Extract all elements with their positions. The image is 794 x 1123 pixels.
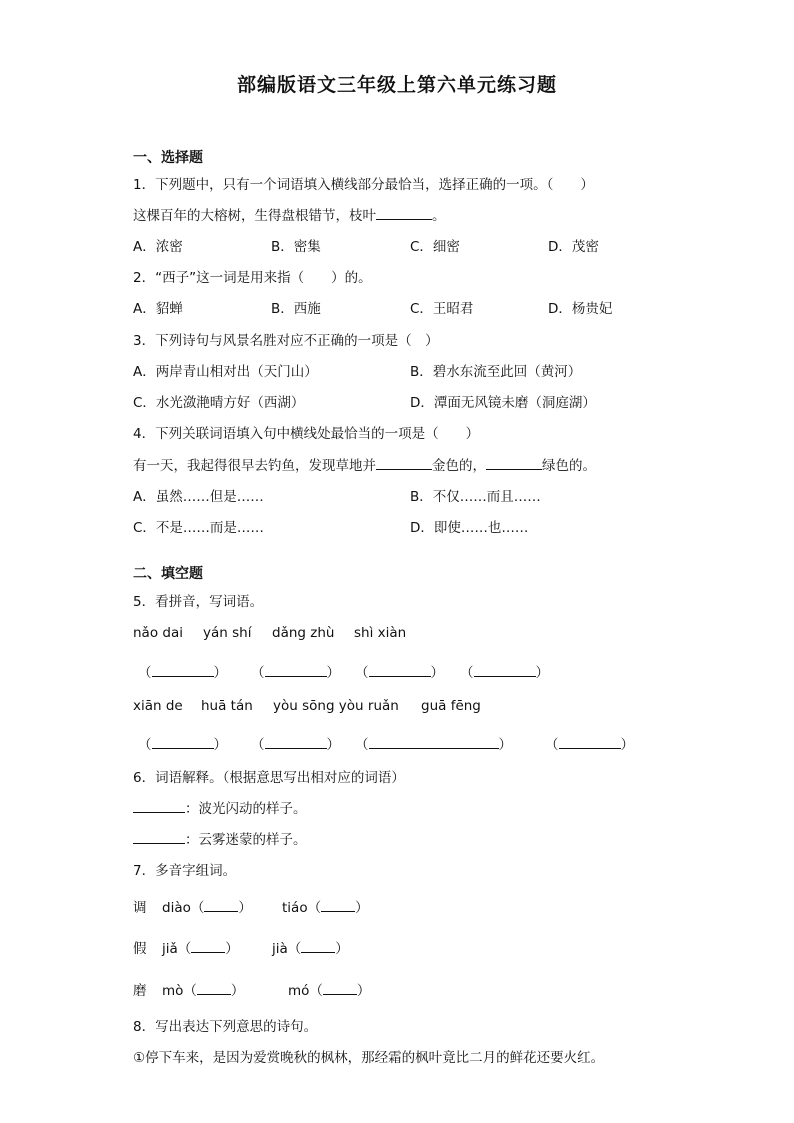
question-4-stem: 4．下列关联词语填入句中横线处最恰当的一项是（ ） <box>133 426 480 442</box>
answer-bracket[interactable] <box>251 733 340 753</box>
answer-bracket[interactable] <box>460 661 549 681</box>
answer-blank[interactable] <box>133 798 185 813</box>
pinyin-label: yán shí <box>203 625 252 641</box>
question-6-item-2-text: ：云雾迷蒙的样子。 <box>185 832 307 848</box>
question-4-option-b[interactable]: B．不仅……而且…… <box>410 489 541 505</box>
open-paren: （ <box>545 737 559 753</box>
close-paren: ） <box>213 665 227 681</box>
question-1-option-d[interactable]: D．茂密 <box>548 239 599 255</box>
question-1-sentence-text: 这棵百年的大榕树，生得盘根错节，枝叶 <box>133 208 376 224</box>
answer-blank[interactable] <box>152 734 214 749</box>
close-paren: ） <box>355 900 369 916</box>
question-3-option-b[interactable]: B．碧水东流至此回（黄河） <box>410 364 582 380</box>
answer-bracket[interactable] <box>355 733 512 753</box>
question-3-option-c[interactable]: C．水光潋滟晴方好（西湖） <box>133 395 305 411</box>
close-paren: ） <box>326 737 340 753</box>
pinyin-label: guā fēng <box>421 698 481 714</box>
page-title: 部编版语文三年级上第六单元练习题 <box>236 74 557 96</box>
answer-bracket[interactable] <box>138 733 227 753</box>
question-4-option-c[interactable]: C．不是……而是…… <box>133 520 264 536</box>
open-paren: （ <box>138 737 152 753</box>
open-paren: （ <box>287 941 302 957</box>
question-8-item-1: ①停下车来，是因为爱赏晚秋的枫林，那经霜的枫叶竟比二月的鲜花还要火红。 <box>133 1050 605 1066</box>
open-paren: （ <box>251 665 265 681</box>
answer-bracket[interactable] <box>355 661 444 681</box>
question-3-option-a[interactable]: A．两岸青山相对出（天门山） <box>133 364 318 380</box>
question-1-sentence-end: 。 <box>432 208 446 224</box>
question-2-option-c[interactable]: C．王昭君 <box>410 301 474 317</box>
answer-blank[interactable] <box>152 662 214 677</box>
open-paren: （ <box>460 665 474 681</box>
reading-label: jià <box>272 941 288 957</box>
pinyin-label: xiān de <box>133 698 183 714</box>
reading-label: jiǎ <box>162 941 178 957</box>
question-4-sentence-end: 绿色的。 <box>542 458 596 474</box>
question-2-option-b[interactable]: B．西施 <box>271 301 321 317</box>
question-2-option-a[interactable]: A．貂蝉 <box>133 301 183 317</box>
polyphone-reading-1 <box>162 937 239 957</box>
open-paren: （ <box>138 665 152 681</box>
close-paren: ） <box>335 941 349 957</box>
question-3-stem: 3．下列诗句与风景名胜对应不正确的一项是（ ） <box>133 333 439 349</box>
answer-blank[interactable] <box>265 734 327 749</box>
answer-blank[interactable] <box>376 205 432 220</box>
polyphone-reading-2 <box>288 979 370 999</box>
polyphone-reading-2 <box>282 896 369 916</box>
section-heading-choice: 一、选择题 <box>133 150 203 166</box>
answer-bracket[interactable] <box>545 733 634 753</box>
answer-blank[interactable] <box>474 662 536 677</box>
open-paren: （ <box>251 737 265 753</box>
question-5-stem: 5．看拼音，写词语。 <box>133 594 264 610</box>
section-heading-fill: 二、填空题 <box>133 566 203 582</box>
open-paren: （ <box>309 983 323 999</box>
answer-blank[interactable] <box>369 734 499 749</box>
question-4-sentence-mid: 金色的， <box>432 458 486 474</box>
open-paren: （ <box>177 941 192 957</box>
answer-blank[interactable] <box>486 455 542 470</box>
answer-bracket[interactable] <box>251 661 340 681</box>
close-paren: ） <box>498 737 512 753</box>
polyphone-char: 调 <box>133 900 147 916</box>
reading-label: mò <box>162 983 184 999</box>
answer-blank[interactable] <box>321 897 355 912</box>
pinyin-label: huā tán <box>201 698 253 714</box>
question-4-sentence-text: 有一天，我起得很早去钓鱼，发现草地并 <box>133 458 376 474</box>
answer-blank[interactable] <box>323 980 357 995</box>
question-1-sentence <box>133 204 446 224</box>
open-paren: （ <box>190 900 205 916</box>
answer-blank[interactable] <box>204 897 238 912</box>
polyphone-char: 假 <box>133 941 147 957</box>
answer-blank[interactable] <box>301 938 335 953</box>
question-4-option-d[interactable]: D．即使……也…… <box>410 520 529 536</box>
answer-blank[interactable] <box>376 455 432 470</box>
close-paren: ） <box>238 900 252 916</box>
answer-blank[interactable] <box>197 980 231 995</box>
question-6-item-1 <box>133 797 307 817</box>
question-1-option-b[interactable]: B．密集 <box>271 239 321 255</box>
question-2-option-d[interactable]: D．杨贵妃 <box>548 301 613 317</box>
question-1-stem: 1．下列题中，只有一个词语填入横线部分最恰当，选择正确的一项。（ ） <box>133 177 594 193</box>
close-paren: ） <box>356 983 371 999</box>
pinyin-label: dǎng zhù <box>272 625 335 641</box>
question-6-item-2 <box>133 828 307 848</box>
pinyin-label: shì xiàn <box>354 625 407 641</box>
question-4-option-a[interactable]: A．虽然……但是…… <box>133 489 264 505</box>
question-3-option-d[interactable]: D．潭面无风镜未磨（洞庭湖） <box>410 395 596 411</box>
close-paren: ） <box>213 737 227 753</box>
reading-label: tiáo <box>282 900 308 916</box>
open-paren: （ <box>183 983 197 999</box>
answer-blank[interactable] <box>559 734 621 749</box>
polyphone-reading-2 <box>272 937 349 957</box>
close-paren: ） <box>230 983 245 999</box>
close-paren: ） <box>620 737 634 753</box>
answer-blank[interactable] <box>191 938 225 953</box>
close-paren: ） <box>225 941 239 957</box>
question-1-option-c[interactable]: C．细密 <box>410 239 460 255</box>
polyphone-reading-1 <box>162 896 252 916</box>
question-2-stem: 2．“西子”这一词是用来指（ ）的。 <box>133 270 372 286</box>
answer-bracket[interactable] <box>138 661 227 681</box>
question-6-stem: 6．词语解释。（根据意思写出相对应的词语） <box>133 770 405 786</box>
answer-blank[interactable] <box>369 662 431 677</box>
question-7-stem: 7．多音字组词。 <box>133 863 237 879</box>
close-paren: ） <box>535 665 549 681</box>
open-paren: （ <box>355 737 369 753</box>
close-paren: ） <box>326 665 340 681</box>
answer-blank[interactable] <box>133 829 185 844</box>
polyphone-reading-1 <box>162 979 244 999</box>
question-1-option-a[interactable]: A．浓密 <box>133 239 183 255</box>
question-4-sentence <box>133 454 596 474</box>
answer-blank[interactable] <box>265 662 327 677</box>
reading-label: diào <box>162 900 191 916</box>
pinyin-label: nǎo dai <box>133 625 183 641</box>
reading-label: mó <box>288 983 310 999</box>
question-6-item-1-text: ：波光闪动的样子。 <box>185 801 307 817</box>
question-8-stem: 8．写出表达下列意思的诗句。 <box>133 1019 318 1035</box>
pinyin-label: yòu sōng yòu ruǎn <box>273 698 399 714</box>
polyphone-char: 磨 <box>133 983 147 999</box>
open-paren: （ <box>307 900 322 916</box>
close-paren: ） <box>430 665 444 681</box>
open-paren: （ <box>355 665 369 681</box>
